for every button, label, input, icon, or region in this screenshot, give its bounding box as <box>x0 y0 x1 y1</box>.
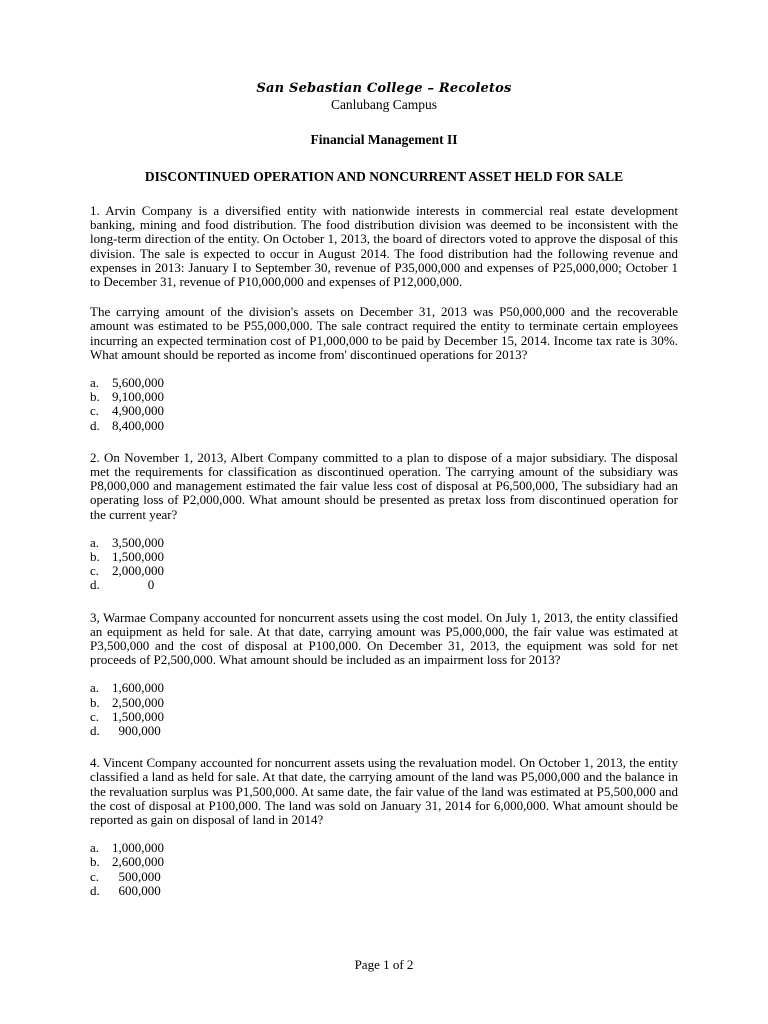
answer-choice <box>90 724 678 738</box>
answer-choice <box>90 681 678 695</box>
choice-letter: b. <box>90 854 100 870</box>
answer-choice <box>90 710 678 724</box>
choice-letter: a. <box>90 840 100 856</box>
choice-value: 2,000,000 <box>112 563 164 579</box>
answer-choice <box>90 870 678 884</box>
question-block <box>90 204 678 433</box>
choice-value: 600,000 <box>112 882 161 898</box>
paragraph-spacer <box>90 289 678 305</box>
answer-choice <box>90 841 678 855</box>
answer-choice <box>90 536 678 550</box>
choice-value: 2,500,000 <box>112 694 164 710</box>
question-block <box>90 451 678 593</box>
choice-value: 5,600,000 <box>112 375 164 391</box>
answer-choice <box>90 884 678 898</box>
answer-choice <box>90 404 678 418</box>
answer-choices <box>90 376 678 433</box>
answer-choice <box>90 564 678 578</box>
choice-letter: a. <box>90 680 100 696</box>
answer-choice <box>90 419 678 433</box>
page-footer: Page 1 of 2 <box>354 957 414 972</box>
questions-body <box>90 204 678 898</box>
question-paragraph: The carrying amount of the division's assets on December 31, 2013 was P50,000,000 and the recoverable amount was estimated to be P55,000,000. The sale contract required the entity to terminate certain employees incurring an expected termination cost of P1,000,000 to be paid by December 15, 2014. Income tax rate is 30%. What amount should be reported as income from' discontinued operations for 2013? <box>90 304 678 362</box>
choice-value: 1,600,000 <box>112 680 164 696</box>
course-title: Financial Management II <box>310 132 458 147</box>
answer-choice <box>90 390 678 404</box>
question-spacer <box>90 593 678 611</box>
choice-value: 3,500,000 <box>112 534 164 550</box>
choice-letter: b. <box>90 694 100 710</box>
answer-choices <box>90 536 678 593</box>
question-spacer <box>90 738 678 756</box>
answer-choice <box>90 376 678 390</box>
choice-letter: d. <box>90 722 100 738</box>
choice-letter: d. <box>90 417 100 433</box>
question-paragraph: 1. Arvin Company is a diversified entity with nationwide interests in commercial real estate development banking, mining and food distribution. The food distribution division was deemed to be inconsistent with the long-term direction of the entity. On October 1, 2013, the board of directors voted to approve the disposal of this division. The sale is expected to occur in August 2014. The food distribution had the following revenue and expenses in 2013: January I to September 30, revenue of P35,000,000 and expenses of P25,000,000; October 1 to December 31, revenue of P10,000,000 and expenses of P12,000,000. <box>90 203 678 290</box>
document-header <box>0 80 768 185</box>
choice-value: 1,500,000 <box>112 708 164 724</box>
choice-value: 1,500,000 <box>112 548 164 564</box>
choice-letter: a. <box>90 375 100 391</box>
choice-letter: c. <box>90 563 100 579</box>
choice-value: 500,000 <box>112 868 161 884</box>
question-block <box>90 756 678 898</box>
question-paragraph: 3, Warmae Company accounted for noncurrent assets using the cost model. On July 1, 2013, the entity classified an equipment as held for sale. At that date, carrying amount was P5,000,000, the fair value was estimated at P3,500,000 and the cost of disposal at P100,000. On December 31, 2013, the equipment was sold for net proceeds of P2,500,000. What amount should be included as an impairment loss for 2013? <box>90 609 678 668</box>
choice-value: 2,600,000 <box>112 854 164 870</box>
question-paragraph: 2. On November 1, 2013, Albert Company committed to a plan to dispose of a major subsidiary. The disposal met the requirements for classification as discontinued operation. The carrying amount of the subsidiary was P8,000,000 and management estimated the fair value less cost of disposal at P6,500,000, The subsidiary had an operating loss of P2,000,000. What amount should be presented as pretax loss from discontinued operation for the current year? <box>90 449 678 522</box>
choice-letter: d. <box>90 577 100 593</box>
question-spacer <box>90 433 678 451</box>
choice-value: 1,000,000 <box>112 840 164 856</box>
choice-value: 900,000 <box>112 722 161 738</box>
choice-letter: b. <box>90 548 100 564</box>
answer-choice <box>90 696 678 710</box>
choice-letter: d. <box>90 882 100 898</box>
answer-choice <box>90 578 678 592</box>
choice-letter: c. <box>90 708 100 724</box>
choice-letter: c. <box>90 403 100 419</box>
campus-name: Canlubang Campus <box>330 97 438 112</box>
answer-choices <box>90 681 678 738</box>
question-block <box>90 611 678 739</box>
answer-choices <box>90 841 678 898</box>
answer-choice <box>90 550 678 564</box>
choice-value: 9,100,000 <box>112 389 164 405</box>
question-paragraph: 4. Vincent Company accounted for noncurrent assets using the revaluation model. On October 1, 2013, the entity classified a land as held for sale. At that date, the carrying amount of the land was P5,000,000 and the balance in the revaluation surplus was P1,500,000. At same date, the fair value of the land was estimated at P5,500,000 and the cost of disposal at P100,000. The land was sold on January 31, 2014 for 6,000,000. What amount should be reported as gain on disposal of land in 2014? <box>90 755 678 827</box>
choice-letter: b. <box>90 389 100 405</box>
choice-letter: a. <box>90 534 100 550</box>
answer-choice <box>90 855 678 869</box>
choice-value: 8,400,000 <box>112 417 164 433</box>
choice-letter: c. <box>90 868 100 884</box>
college-name: San Sebastian College – Recoletos <box>256 81 512 96</box>
choice-value: 0 <box>112 577 155 593</box>
choice-value: 4,900,000 <box>112 403 164 419</box>
document-title: DISCONTINUED OPERATION AND NONCURRENT ASSET HELD FOR SALE <box>144 169 624 184</box>
